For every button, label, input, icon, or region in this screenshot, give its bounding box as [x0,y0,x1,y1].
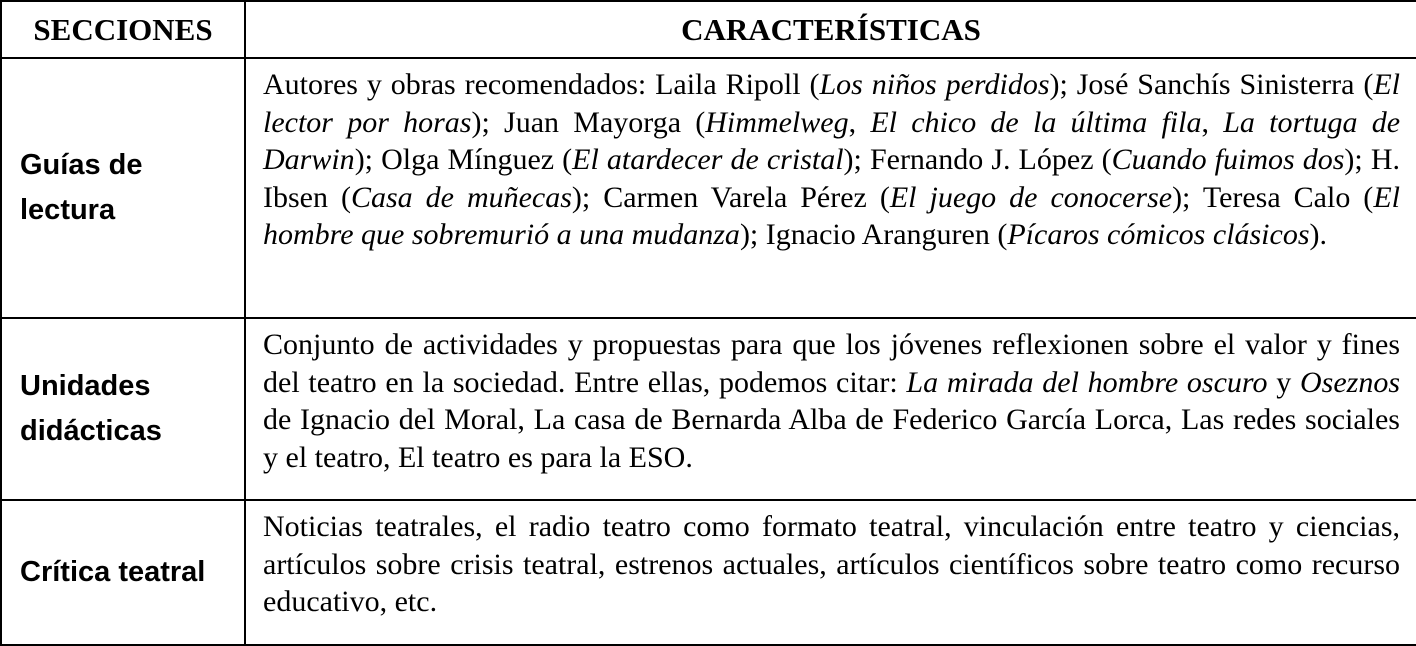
work-title: El juego de conocerse [889,180,1173,214]
work-title: Casa de muñecas [350,180,572,214]
table-row [1,318,1416,500]
description-text: ); Olga Mínguez ( [354,143,573,176]
work-title: El hombre que sobremurió a una mudanza [263,180,1400,251]
section-name: Crítica teatral [1,500,245,645]
work-title: La mirada del hombre oscuro [906,365,1268,399]
description-text: ); Juan Mayorga ( [471,105,706,139]
section-description [245,58,1416,318]
description-text: Autores y obras recomendados: Laila Ripoll ( [263,68,820,101]
section-description [245,500,1416,645]
description-text: Conjunto de actividades y propuestas para que los jóvenes reflexionen sobre el valor y fines del teatro en la sociedad. Entre ellas, podemos citar: [263,328,1400,399]
work-title: La tortuga de Darwin [263,105,1401,176]
work-title: El atardecer de cristal [572,143,844,176]
section-name: Unidades didácticas [1,318,245,500]
description-text: ); José Sanchís Sinisterra ( [1049,68,1374,101]
description-text: , [848,105,871,139]
description-text: ); Carmen Varela Pérez ( [571,180,890,214]
work-title: Pícaros cómicos clásicos [1007,218,1310,251]
table-row [1,500,1416,645]
description-text: de Ignacio del Moral, La casa de Bernarda Alba de Federico García Lorca, Las redes sociales y el teatro, El teatro es para la ESO. [263,403,1400,474]
description-text: y [1267,365,1300,399]
section-name: Guías de lectura [1,58,245,318]
work-title: Himmelweg [705,105,849,139]
work-title: Los niños perdidos [819,68,1050,101]
header-secciones: SECCIONES [1,1,245,58]
section-description [245,318,1416,500]
header-caracteristicas: CARACTERÍSTICAS [245,1,1416,58]
description-text: , [1201,105,1224,139]
table-row [1,58,1416,318]
work-title: El lector por horas [263,68,1400,139]
description-text: ). [1309,218,1328,251]
description-text: ); H. Ibsen ( [263,143,1400,214]
work-title: Oseznos [1299,365,1400,399]
description-text: ); Ignacio Aranguren ( [739,218,1008,251]
description-text: Noticias teatrales, el radio teatro como formato teatral, vinculación entre teatro y ciencias, artículos sobre crisis teatral, estrenos actuales, artículos científicos sobre teatro como recurso educativo, etc. [263,510,1400,618]
work-title: Cuando fuimos dos [1111,143,1345,176]
description-text: ); Teresa Calo ( [1172,180,1374,214]
work-title: El chico de la última fila [870,105,1202,139]
table-header-row [1,1,1416,58]
description-text: ); Fernando J. López ( [843,143,1112,176]
